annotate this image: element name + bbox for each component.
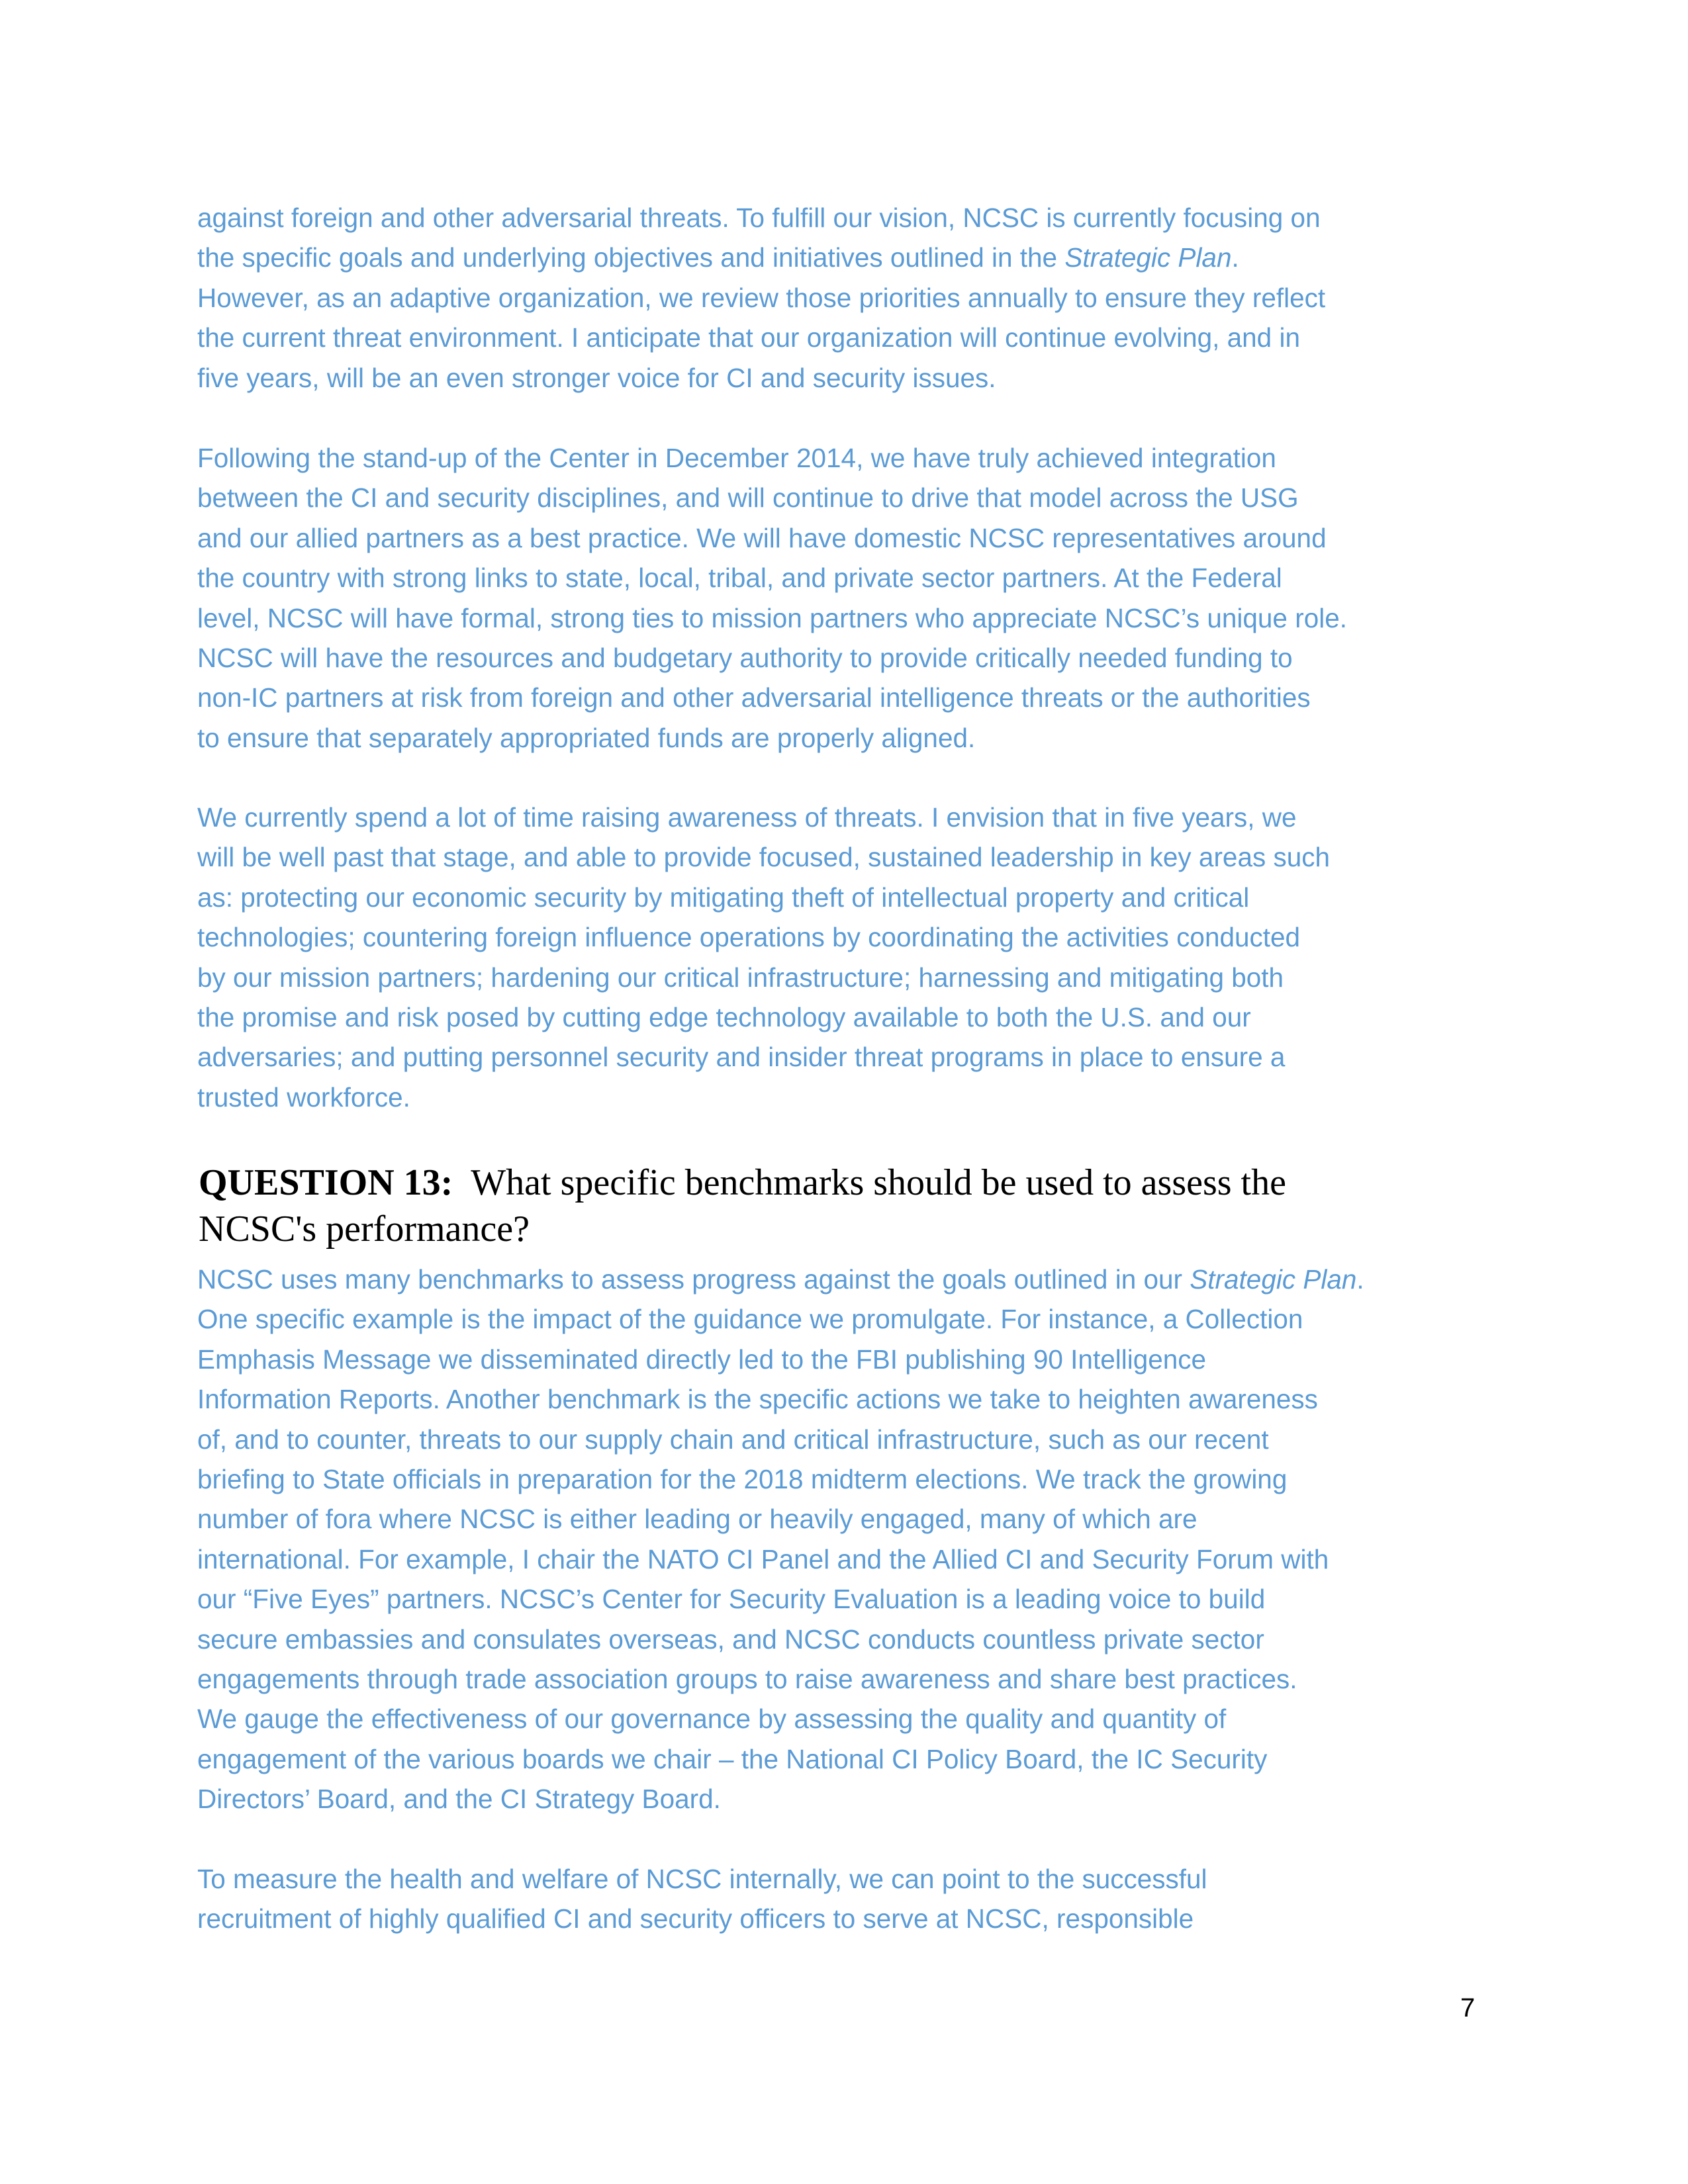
page-number: 7	[1460, 1993, 1476, 2023]
text-line: engagement of the various boards we chair – the National CI Policy Board, the IC Security	[197, 1743, 1268, 1774]
paragraph-awareness	[197, 797, 1330, 1117]
text-segment: NCSC uses many benchmarks to assess progress against the goals outlined in our	[197, 1264, 1190, 1295]
text-line: Following the stand-up of the Center in December 2014, we have truly achieved integration	[197, 443, 1276, 473]
text-line: secure embassies and consulates overseas, and NCSC conducts countless private sector	[197, 1623, 1264, 1655]
text-line	[197, 1259, 1364, 1299]
text-line: briefing to State officials in preparation for the 2018 midterm elections. We track the growing	[197, 1463, 1288, 1494]
question-heading	[199, 1160, 1286, 1252]
text-line: our “Five Eyes” partners. NCSC’s Center for Security Evaluation is a leading voice to build	[197, 1584, 1266, 1615]
text-line: against foreign and other adversarial threats. To fulfill our vision, NCSC is currently focusing on	[197, 203, 1321, 233]
text-line: technologies; countering foreign influence operations by coordinating the activities conducted	[197, 922, 1301, 953]
question-label: QUESTION 13:	[199, 1162, 453, 1203]
text-line: We currently spend a lot of time raising awareness of threats. I envision that in five years, we	[197, 802, 1297, 833]
text-line: and our allied partners as a best practice. We will have domestic NCSC representatives around	[197, 522, 1327, 553]
text-line: as: protecting our economic security by mitigating theft of intellectual property and critical	[197, 882, 1250, 913]
question-text-line1: What specific benchmarks should be used to assess the	[471, 1162, 1286, 1203]
text-line: by our mission partners; hardening our critical infrastructure; harnessing and mitigating both	[197, 962, 1284, 993]
text-line: NCSC will have the resources and budgetary authority to provide critically needed funding to	[197, 642, 1293, 673]
text-line: between the CI and security disciplines, and will continue to drive that model across the USG	[197, 482, 1299, 514]
text-line: Emphasis Message we disseminated directly led to the FBI publishing 90 Intelligence	[197, 1343, 1207, 1375]
text-line: Directors’ Board, and the CI Strategy Board.	[197, 1784, 721, 1815]
text-line: However, as an adaptive organization, we review those priorities annually to ensure they reflect	[197, 282, 1326, 313]
text-line: number of fora where NCSC is either leading or heavily engaged, many of which are	[197, 1504, 1197, 1535]
text-line: adversaries; and putting personnel security and insider threat programs in place to ensure a	[197, 1042, 1286, 1073]
text-line	[197, 238, 1325, 277]
paragraph-standup	[197, 438, 1347, 758]
text-line: the current threat environment. I anticipate that our organization will continue evolving, and in	[197, 322, 1300, 353]
text-line: level, NCSC will have formal, strong ties to mission partners who appreciate NCSC’s unique role.	[197, 602, 1347, 633]
text-line: the country with strong links to state, local, tribal, and private sector partners. At the Federal	[197, 563, 1282, 594]
text-line: To measure the health and welfare of NCSC internally, we can point to the successful	[197, 1864, 1207, 1894]
text-line: trusted workforce.	[197, 1081, 410, 1113]
paragraph-vision	[197, 198, 1325, 398]
text-line: the promise and risk posed by cutting edge technology available to both the U.S. and our	[197, 1001, 1251, 1032]
text-segment: .	[1231, 242, 1239, 273]
text-line: international. For example, I chair the NATO CI Panel and the Allied CI and Security Forum with	[197, 1543, 1329, 1574]
italic-title: Strategic Plan	[1064, 242, 1232, 273]
text-line: Information Reports. Another benchmark is the specific actions we take to heighten awareness	[197, 1384, 1318, 1415]
text-line: will be well past that stage, and able to provide focused, sustained leadership in key areas such	[197, 842, 1331, 873]
text-line: of, and to counter, threats to our supply chain and critical infrastructure, such as our recent	[197, 1424, 1269, 1455]
paragraph-benchmarks	[197, 1259, 1364, 1819]
paragraph-health-welfare	[197, 1859, 1207, 1939]
text-line: One specific example is the impact of the guidance we promulgate. For instance, a Collection	[197, 1304, 1303, 1335]
text-line: non-IC partners at risk from foreign and other adversarial intelligence threats or the authorities	[197, 682, 1311, 713]
text-line: We gauge the effectiveness of our governance by assessing the quality and quantity of	[197, 1704, 1227, 1735]
text-line: engagements through trade association groups to raise awareness and share best practices.	[197, 1663, 1297, 1694]
text-line: to ensure that separately appropriated funds are properly aligned.	[197, 722, 976, 753]
italic-title: Strategic Plan	[1190, 1264, 1357, 1295]
question-text-line2: NCSC's performance?	[199, 1208, 530, 1250]
text-segment: .	[1356, 1264, 1364, 1295]
text-segment: the specific goals and underlying objectives and initiatives outlined in the	[197, 242, 1065, 273]
text-line: five years, will be an even stronger voice for CI and security issues.	[197, 362, 996, 393]
text-line: recruitment of highly qualified CI and security officers to serve at NCSC, responsible	[197, 1903, 1194, 1934]
